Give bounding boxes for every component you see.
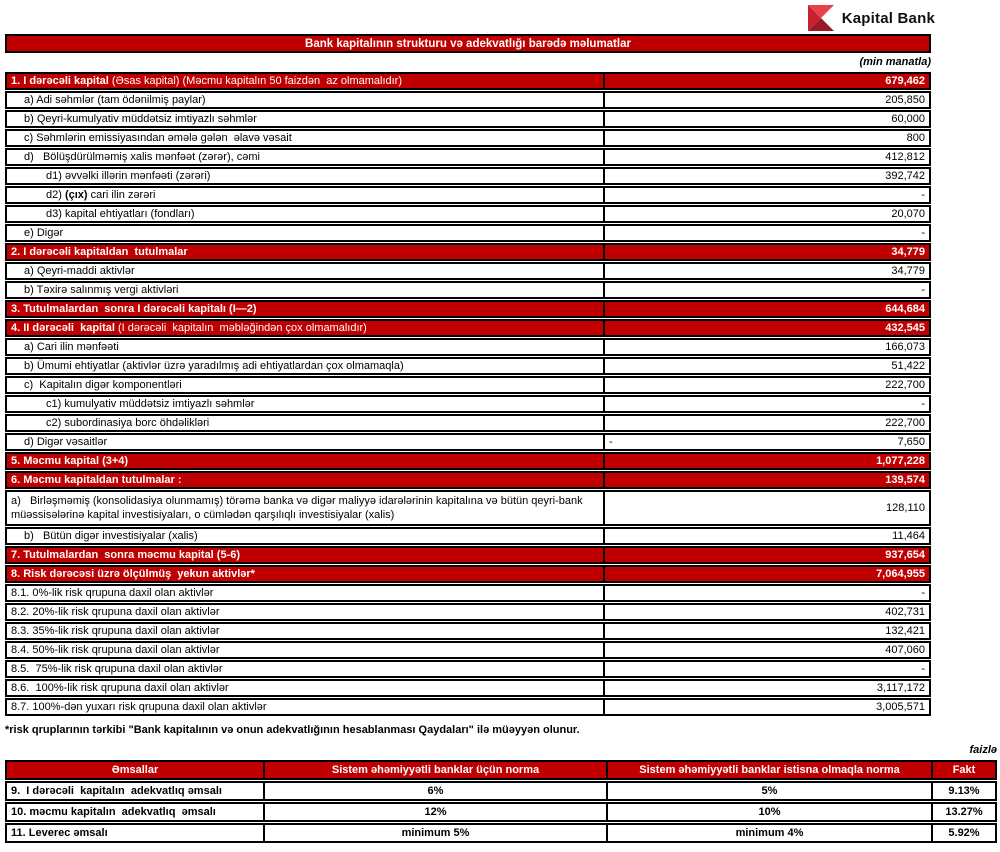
section-row: [5, 471, 931, 489]
item-row: [5, 167, 931, 185]
row-value: 937,654: [885, 549, 925, 561]
row-value: 7,064,955: [876, 568, 925, 580]
ratio-row-value: 10%: [608, 804, 933, 820]
ratio-row-value: 13.27%: [945, 806, 983, 818]
ratios-header-norma-systemic: Sistem əhəmiyyətli banklar üçün norma: [265, 762, 608, 778]
item-row: [5, 584, 931, 602]
row-label: b) Bütün digər investisiyalar (xalis): [7, 529, 605, 543]
row-value: 800: [906, 132, 925, 144]
item-row: [5, 679, 931, 697]
row-label: d) Bölüşdürülməmiş xalis mənfəət (zərər), cəmi: [7, 150, 605, 164]
report-title-bar: [5, 34, 931, 53]
capital-structure-table: [5, 72, 931, 716]
row-label: d3) kapital ehtiyatları (fondları): [7, 207, 605, 221]
row-label: c) Səhmlərin emissiyasından əmələ gələn əlavə vəsait: [7, 131, 605, 145]
row-label: e) Digər: [7, 226, 605, 240]
row-value: 407,060: [885, 644, 925, 656]
row-label: a) Qeyri-maddi aktivlər: [7, 264, 605, 278]
row-value: -: [921, 587, 925, 599]
row-label: 8.6. 100%-lik risk qrupuna daxil olan aktivlər: [7, 681, 605, 695]
report-title: Bank kapitalının strukturu və adekvatlığı barədə məlumatlar: [305, 37, 631, 50]
section-row: [5, 319, 931, 337]
row-value: 51,422: [891, 360, 925, 372]
row-value: 34,779: [891, 265, 925, 277]
ratios-header-fakt: Fakt: [952, 764, 976, 776]
row-label: 4. II dərəcəli kapital (I dərəcəli kapitalın məbləğindən çox olmamalıdır): [7, 321, 605, 335]
row-label: 1. I dərəcəli kapital (Əsas kapital) (Məcmu kapitalın 50 faizdən az olmamalıdır): [7, 74, 605, 88]
row-value: 1,077,228: [876, 455, 925, 467]
row-value: 3,005,571: [876, 701, 925, 713]
row-label: b) Ümumi ehtiyatlar (aktivlər üzrə yaradılmış adi ehtiyatlardan çox olmamaqla): [7, 359, 605, 373]
item-row: [5, 490, 931, 526]
item-row: [5, 205, 931, 223]
item-row: [5, 357, 931, 375]
unit-note: (min manatla): [859, 56, 931, 68]
risk-groups-footnote: *risk qruplarının tərkibi "Bank kapitalının və onun adekvatlığının hesablanması Qaydaları" ilə müəyyən olunur.: [5, 724, 580, 736]
ratios-header-emsallar: Əmsallar: [7, 762, 265, 778]
item-row: [5, 376, 931, 394]
row-label: c1) kumulyativ müddətsiz imtiyazlı səhmlər: [7, 397, 605, 411]
section-row: [5, 72, 931, 90]
row-value: -: [921, 398, 925, 410]
row-label: b) Qeyri-kumulyativ müddətsiz imtiyazlı səhmlər: [7, 112, 605, 126]
section-row: [5, 300, 931, 318]
item-row: [5, 281, 931, 299]
ratio-row-label: 10. məcmu kapitalın adekvatlıq əmsalı: [7, 804, 265, 820]
item-row: [5, 527, 931, 545]
kapital-bank-logo-text: Kapital Bank: [841, 9, 935, 27]
ratio-row: [5, 802, 997, 822]
row-value: 679,462: [885, 75, 925, 87]
item-row: [5, 110, 931, 128]
row-label: 8.4. 50%-lik risk qrupuna daxil olan aktivlər: [7, 643, 605, 657]
row-value: -: [921, 284, 925, 296]
row-label: 6. Məcmu kapitaldan tutulmalar :: [7, 473, 605, 487]
row-value: 128,110: [886, 502, 925, 514]
ratio-row: [5, 823, 997, 843]
item-row: [5, 395, 931, 413]
ratios-header-norma-nonsystemic: Sistem əhəmiyyətli banklar istisna olmaqla norma: [608, 762, 933, 778]
item-row: [5, 224, 931, 242]
item-row: [5, 698, 931, 716]
row-label: 8.5. 75%-lik risk qrupuna daxil olan aktivlər: [7, 662, 605, 676]
row-label: 5. Məcmu kapital (3+4): [7, 454, 605, 468]
row-label: 2. I dərəcəli kapitaldan tutulmalar: [7, 245, 605, 259]
item-row: [5, 622, 931, 640]
row-value: 644,684: [885, 303, 925, 315]
item-row: [5, 262, 931, 280]
section-row: [5, 452, 931, 470]
ratio-row-value: 12%: [265, 804, 608, 820]
item-row: [5, 660, 931, 678]
section-row: [5, 565, 931, 583]
row-label: b) Təxirə salınmış vergi aktivləri: [7, 283, 605, 297]
percent-note: faizlə: [969, 744, 997, 756]
row-value: -: [921, 227, 925, 239]
adequacy-ratios-table: [5, 760, 997, 843]
page-header: [0, 0, 1000, 34]
ratio-row-value: 9.13%: [948, 785, 980, 797]
kapital-bank-logo-icon: [808, 5, 834, 31]
row-value: 402,731: [885, 606, 925, 618]
ratio-row-value: 5.92%: [948, 827, 980, 839]
row-value: 412,812: [885, 151, 925, 163]
row-value: -: [921, 663, 925, 675]
row-value: 205,850: [885, 94, 925, 106]
row-value: 222,700: [885, 417, 925, 429]
ratio-row-value: 5%: [608, 783, 933, 799]
ratio-row-value: 6%: [265, 783, 608, 799]
row-value: 222,700: [885, 379, 925, 391]
item-row: [5, 603, 931, 621]
row-value: 392,742: [885, 170, 925, 182]
row-label: 8.2. 20%-lik risk qrupuna daxil olan aktivlər: [7, 605, 605, 619]
item-row: [5, 148, 931, 166]
row-label: c) Kapitalın digər komponentləri: [7, 378, 605, 392]
row-label: 8.3. 35%-lik risk qrupuna daxil olan aktivlər: [7, 624, 605, 638]
row-value: 20,070: [891, 208, 925, 220]
item-row: [5, 91, 931, 109]
item-row: [5, 186, 931, 204]
row-value: 432,545: [885, 322, 925, 334]
ratios-header-row: [5, 760, 997, 780]
row-value: 166,073: [885, 341, 925, 353]
kapital-bank-logo: [808, 5, 935, 31]
row-label: d) Digər vəsaitlər: [7, 435, 605, 449]
row-label: 8.7. 100%-dən yuxarı risk qrupuna daxil olan aktivlər: [7, 700, 605, 714]
row-label: d2) (çıx) cari ilin zərəri: [7, 188, 605, 202]
ratio-row-label: 11. Leverec əmsalı: [7, 825, 265, 841]
row-value: 60,000: [891, 113, 925, 125]
section-row: [5, 546, 931, 564]
row-label: 8. Risk dərəcəsi üzrə ölçülmüş yekun aktivlər*: [7, 567, 605, 581]
row-label: 3. Tutulmalardan sonra I dərəcəli kapitalı (I—2): [7, 302, 605, 316]
ratio-row-value: minimum 4%: [608, 825, 933, 841]
item-row: [5, 433, 931, 451]
row-value: 139,574: [885, 474, 925, 486]
row-value: 3,117,172: [876, 682, 925, 694]
row-label: a) Cari ilin mənfəəti: [7, 340, 605, 354]
row-value: -: [921, 189, 925, 201]
ratio-row-label: 9. I dərəcəli kapitalın adekvatlıq əmsalı: [7, 783, 265, 799]
item-row: [5, 129, 931, 147]
ratio-row: [5, 781, 997, 801]
ratio-row-value: minimum 5%: [265, 825, 608, 841]
item-row: [5, 414, 931, 432]
row-label: a) Adi səhmlər (tam ödənilmiş paylar): [7, 93, 605, 107]
row-label: a) Birləşməmiş (konsolidasiya olunmamış) törəmə banka və digər maliyyə idarələrinin kapitalına və bütün qeyri-bank müəssisələrinə kapital investisiyaları, o cümlədən qarşılıqlı investisiyalar (xalis): [7, 492, 605, 524]
row-value: 11,464: [892, 530, 925, 542]
row-value: - 7,650: [609, 436, 925, 448]
item-row: [5, 338, 931, 356]
row-value: 34,779: [891, 246, 925, 258]
row-label: d1) əvvəlki illərin mənfəəti (zərəri): [7, 169, 605, 183]
section-row: [5, 243, 931, 261]
item-row: [5, 641, 931, 659]
row-label: 8.1. 0%-lik risk qrupuna daxil olan aktivlər: [7, 586, 605, 600]
row-value: 132,421: [885, 625, 925, 637]
row-label: 7. Tutulmalardan sonra məcmu kapital (5-6): [7, 548, 605, 562]
row-label: c2) subordinasiya borc öhdəlikləri: [7, 416, 605, 430]
